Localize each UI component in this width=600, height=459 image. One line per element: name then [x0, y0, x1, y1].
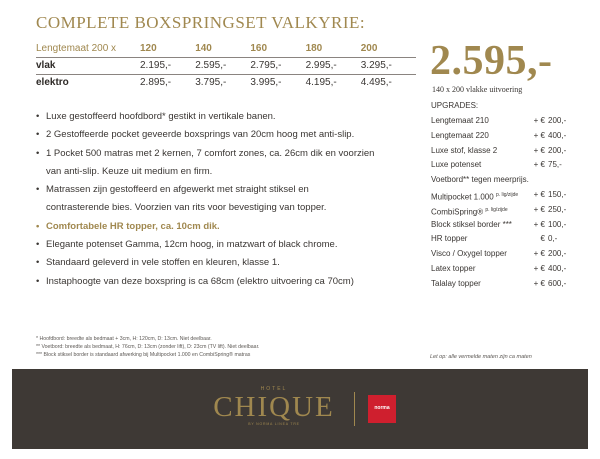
upgrade-currency: + €	[533, 219, 545, 229]
upgrade-name: HR topper	[431, 234, 468, 244]
feature-item	[36, 145, 416, 163]
logo-tagline: BY NORMA LINEA TRE	[248, 422, 300, 426]
price-table	[36, 40, 416, 91]
bullet: •	[36, 257, 40, 269]
feature-item	[36, 108, 416, 126]
upgrade-name: Lengtemaat 210	[431, 116, 489, 125]
row-label: elektro	[36, 77, 69, 89]
feature-list	[36, 108, 416, 291]
price-row-vlak	[36, 57, 416, 74]
upgrade-amount: 200,-	[548, 116, 567, 125]
logo-hotel-text: HOTEL	[260, 386, 288, 392]
upgrade-currency: €	[540, 234, 545, 244]
price-cell: 2.795,-	[250, 57, 305, 74]
upgrade-row	[431, 158, 571, 173]
upgrade-amount: 250,-	[548, 204, 567, 214]
upgrade-row	[431, 188, 571, 203]
feature-item	[36, 126, 416, 144]
price-cell: 4.495,-	[360, 77, 392, 89]
upgrade-row	[431, 203, 571, 218]
bullet: •	[36, 147, 40, 159]
feature-text: 2 Gestoffeerde pocket geveerde boxsprings van 20cm hoog met anti-slip.	[46, 129, 355, 141]
upgrade-currency: + €	[533, 189, 545, 199]
upgrade-row	[431, 114, 571, 129]
price-cell: 3.995,-	[250, 77, 282, 89]
feature-text: 1 Pocket 500 matras met 2 kernen, 7 comfort zones, ca. 26cm dik en voorzien	[46, 147, 375, 159]
upgrade-name: Latex topper	[431, 263, 476, 273]
feature-text: van anti-slip. Keuze uit medium en firm.	[46, 165, 213, 177]
feature-text: Luxe gestoffeerd hoofdbord* gestikt in vertikale banen.	[46, 111, 276, 122]
price-cell: 2.995,-	[306, 57, 361, 74]
upgrades-list	[431, 114, 571, 292]
brand-footer	[12, 369, 588, 449]
price-cell: 3.795,-	[195, 77, 227, 89]
upgrade-name: Luxe stof, klasse 2	[431, 145, 498, 155]
hotel-chique-logo	[204, 386, 344, 432]
upgrade-name: Block stiksel border ***	[431, 219, 512, 229]
upgrade-amount: 200,-	[548, 249, 567, 259]
row-label: vlak	[36, 57, 140, 74]
bullet: •	[36, 184, 40, 196]
feature-item-continuation	[36, 199, 416, 217]
feature-text: Comfortabele HR topper, ca. 10cm dik.	[46, 220, 220, 232]
footnote: * Hoofdbord: breedte als bedmaat + 3cm, H: 120cm, D: 13cm. Niet deelbaar.	[36, 336, 212, 342]
logo-divider	[354, 392, 355, 426]
featured-price: 2.595,-	[430, 38, 553, 84]
price-cell: 4.195,-	[305, 77, 337, 89]
upgrade-currency: + €	[533, 130, 545, 140]
price-cell: 2.895,-	[140, 77, 172, 89]
upgrade-row	[431, 232, 571, 247]
feature-item-highlight	[36, 218, 416, 236]
upgrade-amount: 400,-	[548, 130, 567, 140]
upgrade-currency: + €	[533, 263, 545, 273]
upgrade-name: Voetbord** tegen meerprijs.	[431, 175, 529, 185]
bullet: •	[36, 111, 40, 122]
footnote: ** Voetbord: breedte als bedmaat, H: 76cm, D: 13cm (zonder lift), D: 23cm (TV lift). Niet deelbaar.	[36, 344, 260, 350]
bullet: •	[36, 220, 40, 232]
width-120: 120	[140, 40, 195, 57]
upgrade-amount: 200,-	[548, 145, 567, 155]
feature-item	[36, 254, 416, 272]
upgrade-currency: + €	[533, 160, 545, 170]
width-140: 140	[195, 40, 250, 57]
upgrade-amount: 400,-	[548, 263, 567, 273]
feature-item-continuation	[36, 163, 416, 181]
upgrade-currency: + €	[533, 249, 545, 259]
upgrades-title: UPGRADES:	[431, 101, 479, 110]
upgrade-name: Lengtemaat 220	[431, 130, 489, 140]
price-row-elektro	[36, 74, 416, 91]
upgrade-name-sup: p. lig/zijde	[485, 206, 508, 213]
feature-item	[36, 236, 416, 254]
upgrade-name: Talalay topper	[431, 278, 481, 288]
feature-text: contrasterende bies. Voorzien van rits voor bevestiging van topper.	[46, 202, 327, 214]
price-cell: 2.595,-	[195, 57, 250, 74]
price-table-header	[36, 40, 416, 57]
upgrade-name-text: Multipocket 1.000	[431, 192, 494, 202]
upgrade-row	[431, 218, 571, 233]
upgrade-amount: 100,-	[548, 219, 567, 229]
feature-text: Standaard geleverd in vele stoffen en kleuren, klasse 1.	[46, 257, 280, 269]
upgrade-name: Luxe potenset	[431, 160, 482, 170]
bullet: •	[36, 239, 40, 251]
upgrade-currency: + €	[533, 204, 545, 214]
upgrade-row	[431, 277, 571, 292]
upgrade-row	[431, 173, 571, 188]
footnote: *** Block stiksel border is standaard afwerking bij Multipocket 1.000 en CombiSpring® matras	[36, 352, 251, 358]
upgrade-amount: 75,-	[548, 160, 562, 170]
width-200: 200	[361, 40, 416, 57]
norma-logo-icon	[368, 395, 396, 423]
page-title: COMPLETE BOXSPRINGSET VALKYRIE:	[36, 13, 366, 32]
width-180: 180	[306, 40, 361, 57]
feature-text: Matrassen zijn gestoffeerd en afgewerkt met straight stiksel en	[46, 184, 309, 196]
width-160: 160	[250, 40, 305, 57]
norma-logo-text: norma	[374, 405, 390, 411]
upgrade-amount: 600,-	[548, 278, 567, 288]
upgrade-row	[431, 262, 571, 277]
upgrade-row	[431, 144, 571, 159]
upgrade-currency: + €	[533, 145, 545, 155]
featured-price-note: 140 x 200 vlakke uitvoering	[432, 85, 523, 94]
feature-text: Instaphoogte van deze boxspring is ca 68cm (elektro uitvoering ca 70cm)	[46, 275, 354, 287]
price-cell: 2.195,-	[140, 57, 195, 74]
logo-brand-name: CHIQUE	[213, 391, 335, 423]
upgrade-name-sup: p. lig/zijde	[495, 191, 519, 198]
feature-item	[36, 273, 416, 291]
feature-item	[36, 181, 416, 199]
upgrade-row	[431, 247, 571, 262]
upgrade-name-text: CombiSpring®	[431, 207, 484, 217]
upgrade-currency: + €	[533, 278, 545, 288]
bullet: •	[36, 275, 40, 287]
size-note: Let op: alle vermelde maten zijn ca maten	[430, 354, 532, 360]
upgrade-name: Visco / Oxygel topper	[431, 249, 507, 259]
upgrade-currency: + €	[533, 116, 545, 125]
upgrade-row	[431, 129, 571, 144]
price-cell: 3.295,-	[361, 57, 416, 74]
footnotes	[36, 335, 259, 359]
header-label: Lengtemaat 200 x	[36, 40, 140, 57]
bullet: •	[36, 129, 40, 141]
feature-text: Elegante potenset Gamma, 12cm hoog, in matzwart of black chrome.	[46, 239, 338, 251]
upgrade-amount: 150,-	[548, 189, 567, 199]
upgrade-amount: 0,-	[548, 234, 558, 244]
